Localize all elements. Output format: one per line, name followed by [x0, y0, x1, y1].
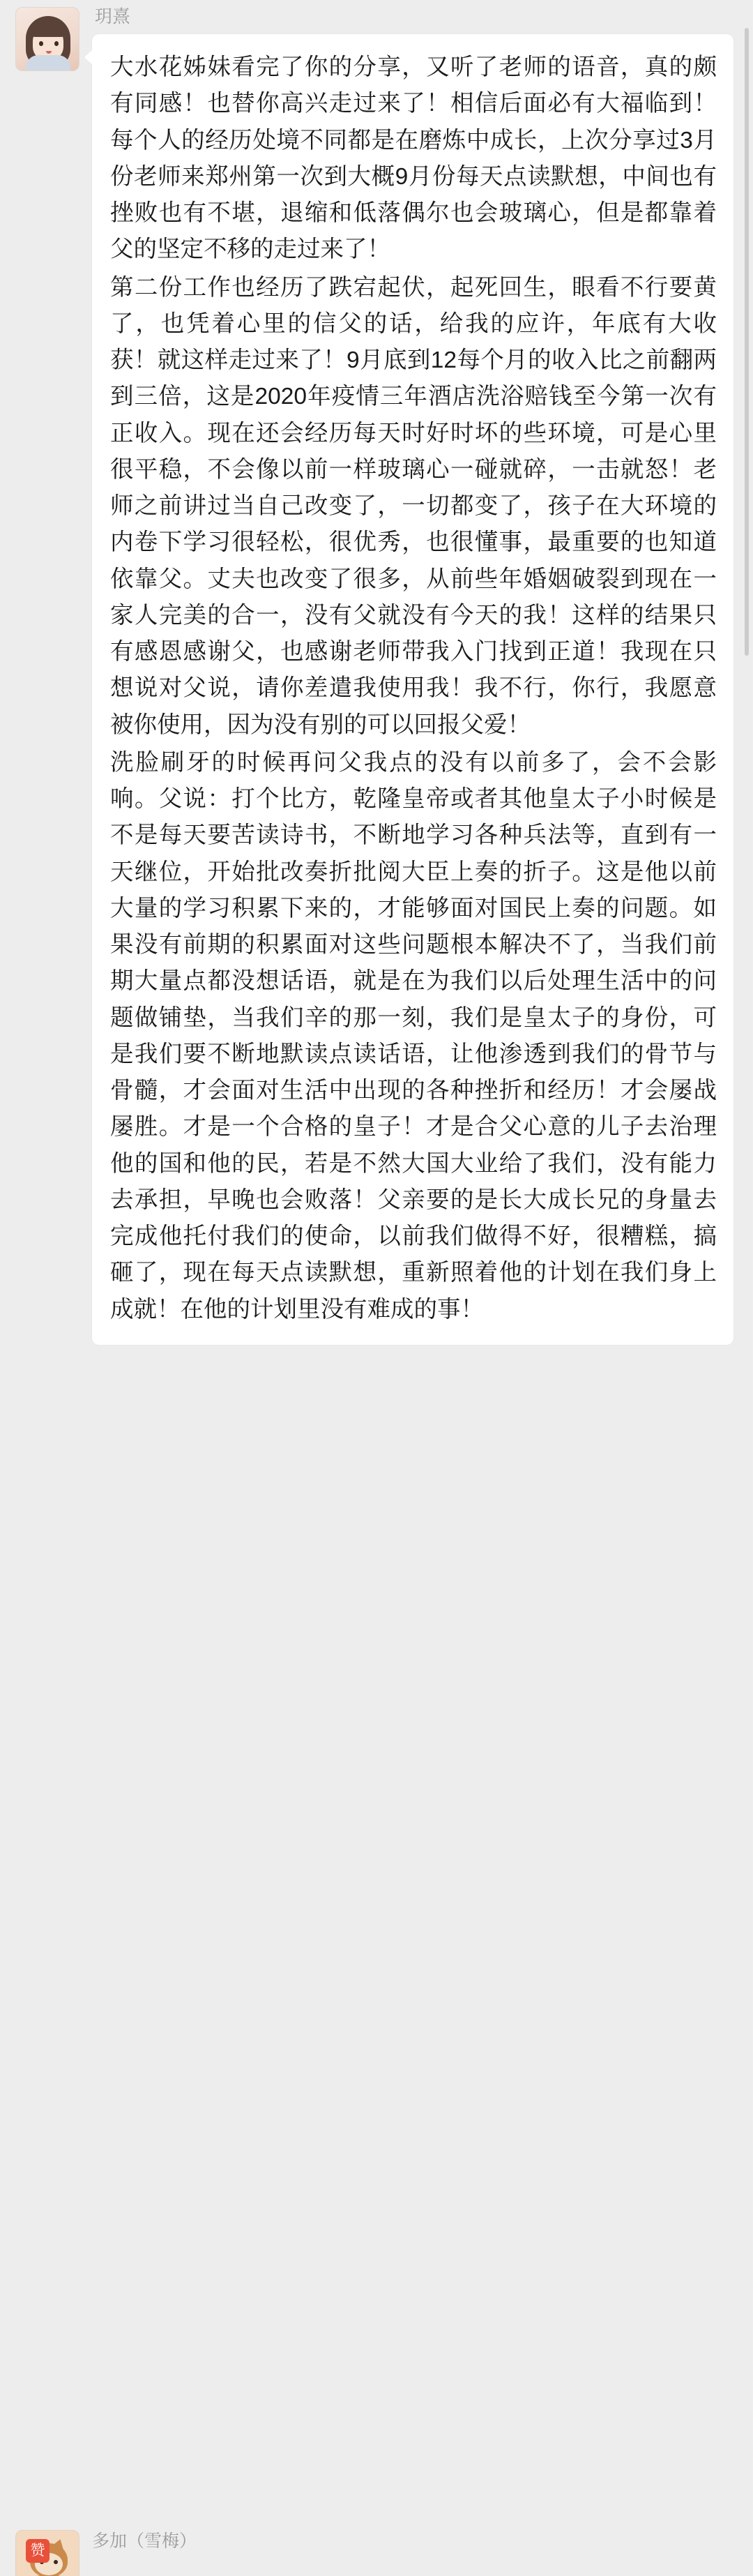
message-paragraph: 第二份工作也经历了跌宕起伏，起死回生，眼看不行要黄了，也凭着心里的信父的话，给我的应许，年底有大收获！就这样走过来了！9月底到12每个月的收入比之前翻两到三倍，这是2020年疫情三年酒店洗浴赔钱至今第一次有正收入。现在还会经历每天时好时坏的些环境，可是心里很平稳，不会像以前一样玻璃心一碰就碎，一击就怒！老师之前讲过当自己改变了，一切都变了，孩子在大环境的内卷下学习很轻松，很优秀，也很懂事，最重要的也知道依靠父。丈夫也改变了很多，从前些年婚姻破裂到现在一家人完美的合一，没有父就没有今天的我！这样的结果只有感恩感谢父，也感谢老师带我入门找到正道！我现在只想说对父说，请你差遣我使用我！我不行，你行，我愿意被你使用，因为没有别的可以回报父爱！ [110, 274, 717, 738]
status-badge: 赞 [26, 2539, 50, 2563]
avatar-eye-left [39, 41, 43, 46]
message-paragraph: 大水花姊妹看完了你的分享，又听了老师的语音，真的颇有同感！也替你高兴走过来了！相信后面必有大福临到！每个人的经历处境不同都是在磨炼中成长，上次分享过3月份老师来郑州第一次到大概9月份每天点读默想，中间也有挫败也有不堪，退缩和低落偶尔也会玻璃心，但是都靠着父的坚定不移的走过来了！ [110, 54, 717, 263]
cat-avatar-icon[interactable] [15, 2530, 79, 2576]
next-sender-nickname: 多加（雪梅） [92, 2531, 197, 2551]
avatar-fringe [30, 22, 66, 37]
message-main [92, 7, 733, 1345]
avatar-eye-right [54, 41, 59, 46]
cat-eye-right [54, 2560, 58, 2564]
girl-avatar-icon[interactable] [15, 7, 79, 71]
message-paragraph: 洗脸刷牙的时候再问父我点的没有以前多了，会不会影响。父说：打个比方，乾隆皇帝或者其他皇太子小时候是不是每天要苦读诗书，不断地学习各种兵法等，直到有一天继位，开始批改奏折批阅大臣上奏的折子。这是他以前大量的学习积累下来的，才能够面对国民上奏的问题。如果没有前期的积累面对这些问题根本解决不了，当我们前期大量点都没想话语，就是在为我们以后处理生活中的问题做铺垫，当我们辛的那一刻，我们是皇太子的身份，可是我们要不断地默读点读话语，让他渗透到我们的骨节与骨髓，才会面对生活中出现的各种挫折和经历！才会屡战屡胜。才是一个合格的皇子！才是合父心意的儿子去治理他的国和他的民，若是不然大国大业给了我们，没有能力去承担，早晚也会败落！父亲要的是长大成长兄的身量去完成他托付我们的使命，以前我们做得不好，很糟糕，搞砸了，现在每天点读默想，重新照着他的计划在我们身上成就！在他的计划里没有难成的事！ [110, 749, 717, 1323]
scrollbar-thumb[interactable] [745, 28, 749, 656]
scrollbar[interactable] [747, 0, 751, 2576]
message-bubble[interactable] [92, 34, 733, 1345]
avatar-body [26, 55, 70, 70]
sender-nickname: 玥熹 [95, 7, 131, 27]
next-chat-message [0, 2524, 753, 2576]
